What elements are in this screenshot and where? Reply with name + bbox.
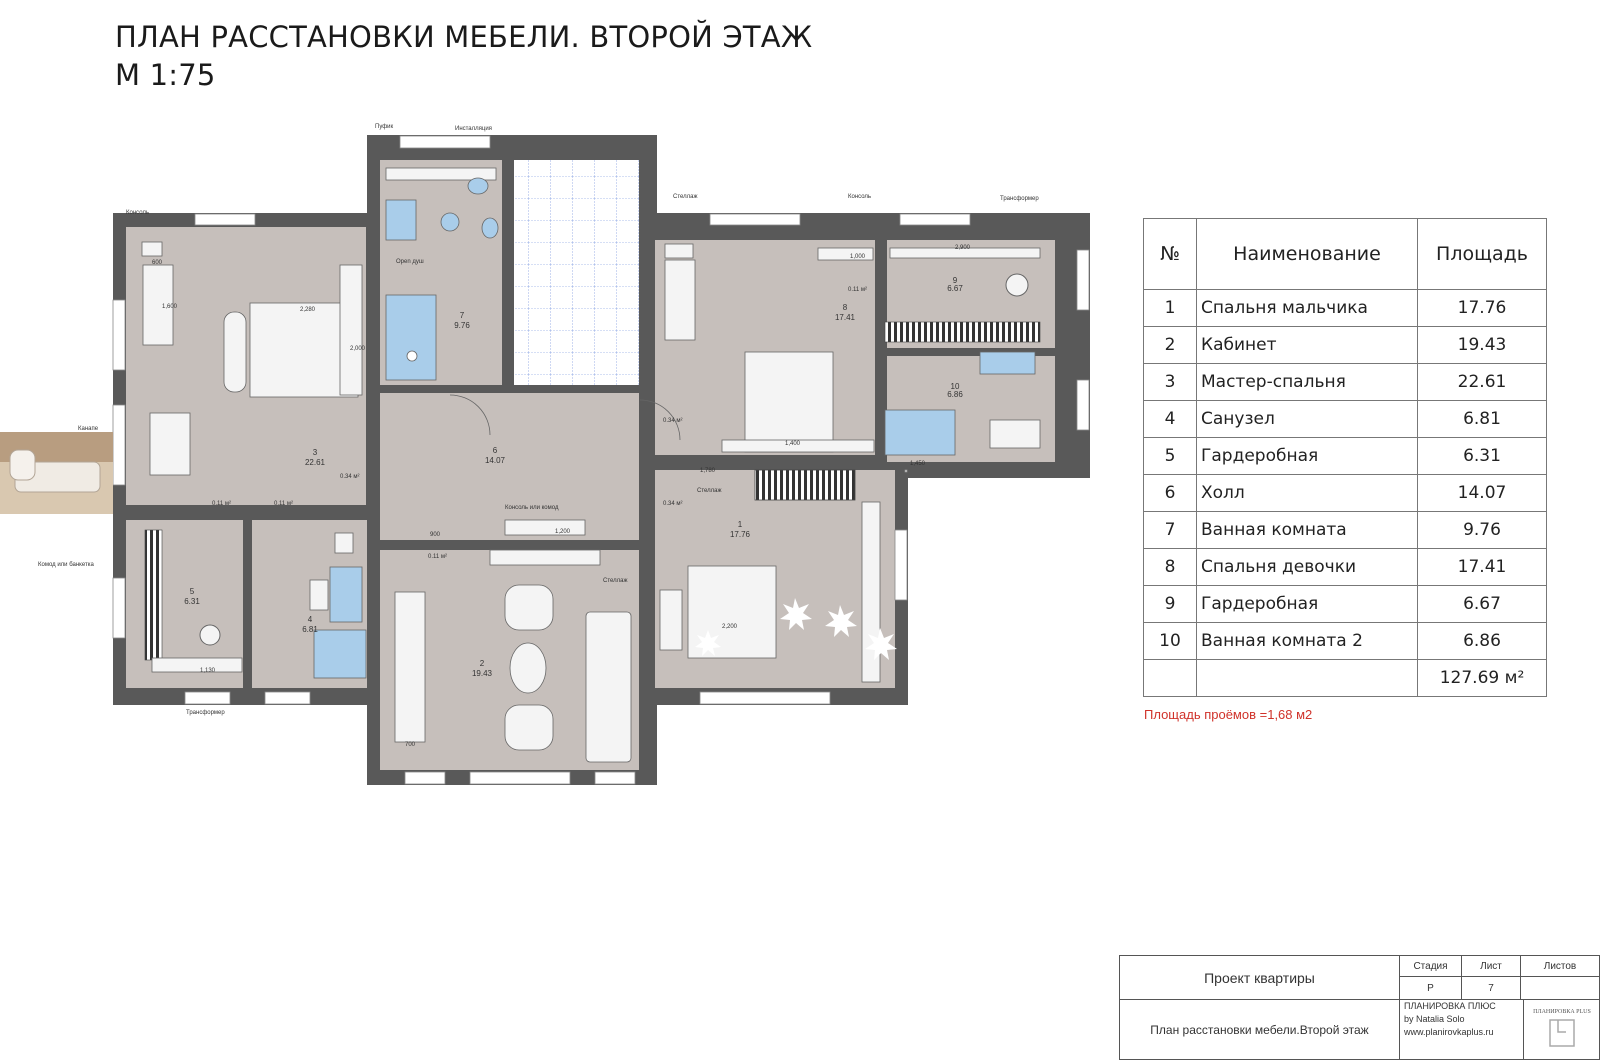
opening-4: 0.11 м² [428,554,448,560]
label-console-or-commode: Консоль или комод [505,505,559,511]
title-scale: М 1:75 [115,58,216,92]
total-empty-no [1144,660,1197,697]
total-area: 127.69 м² [1418,660,1547,697]
couch-photo [0,432,113,514]
openings-note: Площадь проёмов =1,68 м2 [1144,707,1313,722]
room-5-area: 6.31 [184,597,200,606]
table-row [1144,364,1547,401]
row-area: 6.86 [1418,623,1547,660]
label-tall-cabinet: Трансформер [186,710,225,716]
stamp-sheet-value: 7 [1461,976,1521,1000]
dim-1780: 1,780 [700,468,716,474]
room-6-area: 14.07 [484,456,506,465]
room-10-area: 6.86 [947,390,963,399]
room-4-area: 6.81 [302,625,318,634]
row-no: 9 [1144,586,1197,623]
dim-700: 700 [405,742,416,748]
label-couch: Канапе [78,426,99,432]
table-row [1144,586,1547,623]
opening-1: 0.11 м² [212,501,232,507]
row-name: Спальня мальчика [1197,290,1418,327]
label-shelving-3: Стеллаж [697,488,722,494]
dim-2280: 2,280 [300,307,316,313]
row-no: 6 [1144,475,1197,512]
label-installation: Инсталляция [455,126,492,132]
row-name: Ванная комната 2 [1197,623,1418,660]
dim-1400: 1,400 [785,441,801,447]
row-name: Гардеробная [1197,586,1418,623]
room-3-no: 3 [312,448,318,457]
row-area: 6.31 [1418,438,1547,475]
row-name: Кабинет [1197,327,1418,364]
total-empty-name [1197,660,1418,697]
stamp-sheets-label: Листов [1520,955,1600,977]
opening-6: 0.34 м² [663,501,683,507]
table-row [1144,549,1547,586]
label-commode: Комод или банкетка [38,562,94,568]
row-no: 2 [1144,327,1197,364]
row-area: 14.07 [1418,475,1547,512]
dim-600: 600 [152,260,163,266]
row-area: 6.81 [1418,401,1547,438]
dim-2200: 2,200 [722,624,738,630]
stamp-project: Проект квартиры [1119,955,1400,1000]
row-area: 9.76 [1418,512,1547,549]
label-console-1: Консоль [126,210,150,216]
room-5-no: 5 [189,587,195,596]
room-6-no: 6 [492,446,498,455]
label-pouf: Пуфик [375,124,394,130]
row-name: Холл [1197,475,1418,512]
dim-900: 900 [430,532,441,538]
label-shower: Open душ [396,259,424,265]
stamp-stage-value: Р [1399,976,1462,1000]
dim-1000: 1,000 [850,254,866,260]
dim-1600: 1,600 [162,304,178,310]
dim-2000: 2,000 [350,346,366,352]
row-no: 8 [1144,549,1197,586]
table-row [1144,623,1547,660]
label-console-3: Консоль [848,194,872,200]
title-block [1119,955,1600,1060]
stamp-sheet-title: План расстановки мебели.Второй этаж [1119,999,1400,1060]
staircase [514,160,639,385]
room-9-no: 9 [952,276,958,285]
opening-5: 0.34 м² [663,418,683,424]
room-2-no: 2 [479,659,485,668]
header-area: Площадь [1418,219,1547,290]
room-8-no: 8 [842,303,848,312]
room-10-no: 10 [950,382,960,391]
nightstand [142,242,162,256]
dim-1450: 1,450 [910,461,926,467]
stamp-sheet-label: Лист [1461,955,1521,977]
row-no: 3 [1144,364,1197,401]
opening-3: 0.11 м² [274,501,294,507]
row-no: 7 [1144,512,1197,549]
table-row [1144,512,1547,549]
header-name: Наименование [1197,219,1418,290]
table-total-row [1144,660,1547,697]
label-hanger: Трансформер [1000,196,1039,202]
stamp-sheets-value [1520,976,1600,1000]
table-row [1144,327,1547,364]
room-schedule-table [1143,218,1547,697]
row-no: 5 [1144,438,1197,475]
row-name: Мастер-спальня [1197,364,1418,401]
room-1-area: 17.76 [729,530,751,539]
row-name: Санузел [1197,401,1418,438]
table-header-row [1144,219,1547,290]
row-name: Ванная комната [1197,512,1418,549]
room-7-no: 7 [459,311,465,320]
row-area: 17.41 [1418,549,1547,586]
opening-7: 0.11 м² [848,287,868,293]
table-row [1144,475,1547,512]
logo-icon [1532,1004,1592,1056]
company-site: www.planirovkaplus.ru [1404,1027,1494,1037]
row-area: 19.43 [1418,327,1547,364]
label-shelving: Стеллаж [673,194,698,200]
room-2-area: 19.43 [471,669,493,678]
room-7-area: 9.76 [454,321,470,330]
room-3-area: 22.61 [304,458,326,467]
row-no: 10 [1144,623,1197,660]
company-logo [1523,999,1600,1060]
table-row [1144,438,1547,475]
dim-1130: 1,130 [200,668,216,674]
room-8-area: 17.41 [834,313,856,322]
header-no: № [1144,219,1197,290]
room-6-floor [380,393,639,540]
dim-1200: 1,200 [555,529,571,535]
room-1-no: 1 [737,520,743,529]
logo-text: ПЛАНИРОВКА PLUS [1532,1008,1591,1015]
room-4-no: 4 [307,615,313,624]
stamp-stage-label: Стадия [1399,955,1462,977]
stamp-company [1399,999,1524,1060]
row-no: 4 [1144,401,1197,438]
company-author: by Natalia Solo [1404,1014,1465,1024]
row-area: 6.67 [1418,586,1547,623]
table-row [1144,290,1547,327]
title-line-1: ПЛАН РАССТАНОВКИ МЕБЕЛИ. ВТОРОЙ ЭТАЖ [115,20,813,54]
row-area: 22.61 [1418,364,1547,401]
room-9-area: 6.67 [947,284,963,293]
row-area: 17.76 [1418,290,1547,327]
company-name: ПЛАНИРОВКА ПЛЮС [1404,1001,1496,1011]
label-shelving-2: Стеллаж [603,578,628,584]
table-row [1144,401,1547,438]
row-name: Гардеробная [1197,438,1418,475]
opening-2: 0.34 м² [340,474,360,480]
dim-2900: 2,900 [955,245,971,251]
row-no: 1 [1144,290,1197,327]
row-name: Спальня девочки [1197,549,1418,586]
